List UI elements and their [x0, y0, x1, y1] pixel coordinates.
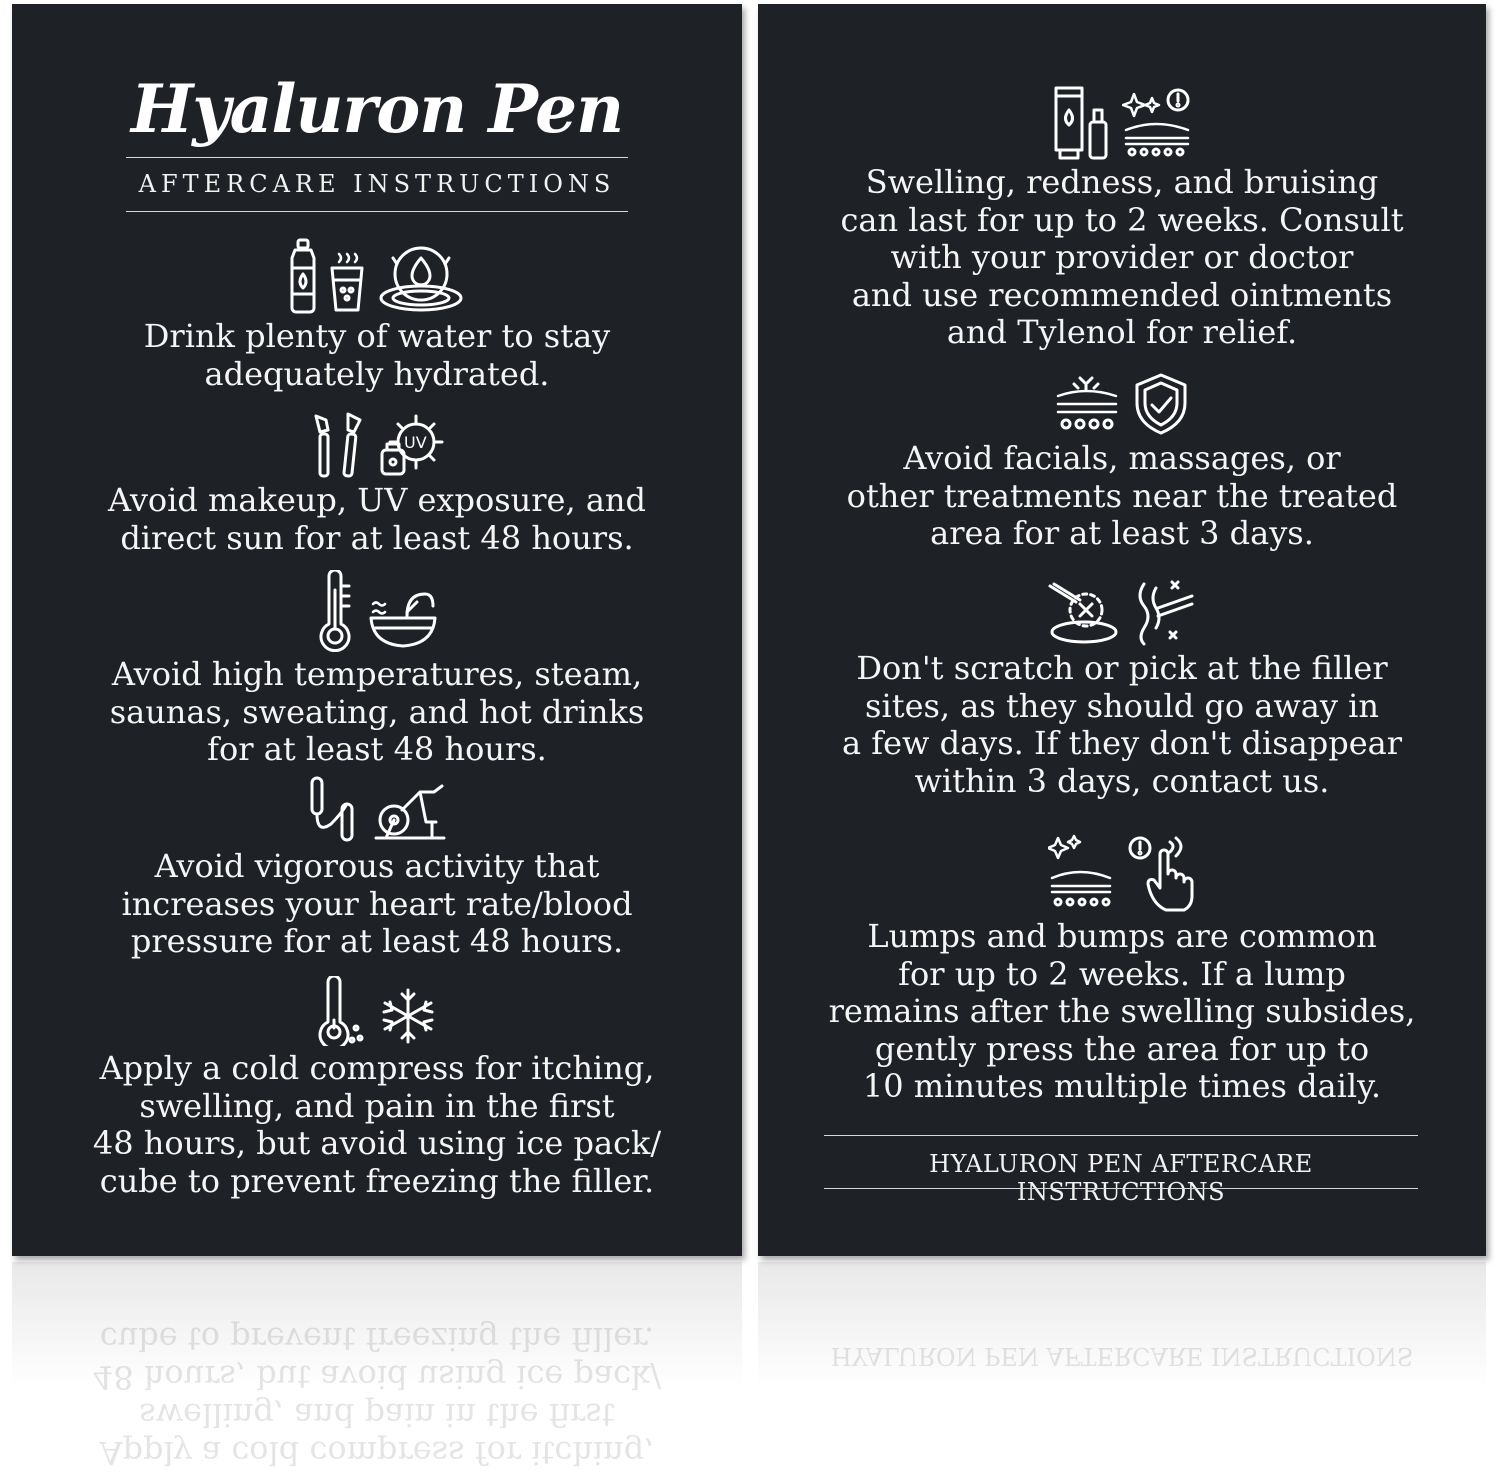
title-divider — [126, 157, 628, 158]
instruction-text: Don't scratch or pick at the filler sites, as they should go away in a few days. If they don't disappear within 3 days, contact us. — [842, 649, 1402, 800]
no-tweezers-icon — [1046, 582, 1122, 646]
instruction-item-makeup — [12, 410, 742, 557]
reflection-text: HYALURON PEN AFTERCARE INSTRUCTIONS — [830, 1342, 1414, 1370]
cold-thermometer-icon — [316, 976, 366, 1046]
instruction-text: Swelling, redness, and bruising can last for up to 2 weeks. Consult with your provider or doctor and use recommended ointments and Tylenol for relief. — [840, 163, 1404, 351]
card-reflection-right — [758, 1262, 1486, 1442]
footer-bottom-divider — [824, 1188, 1418, 1189]
skin-warning-icon — [1122, 86, 1192, 160]
instruction-text: Drink plenty of water to stay adequately hydrated. — [143, 317, 611, 393]
aftercare-card-front — [12, 4, 742, 1256]
card-reflection-left — [12, 1262, 742, 1472]
svg-text:UV: UV — [404, 433, 427, 452]
instruction-item-swelling — [758, 86, 1486, 352]
makeup-brush-icon — [310, 410, 366, 478]
instruction-item-treatments — [758, 372, 1486, 553]
shield-check-icon — [1132, 372, 1190, 436]
card-title: Hyaluron Pen — [130, 70, 624, 148]
instruction-text: Apply a cold compress for itching, swelling, and pain in the first 48 hours, but avoid using ice pack/ cube to prevent freezing the filler. — [92, 1049, 662, 1200]
instruction-text: Avoid high temperatures, steam, saunas, sweating, and hot drinks for at least 48 hours. — [109, 655, 645, 768]
instruction-item-hydration — [12, 238, 742, 393]
instruction-item-heat — [12, 570, 742, 769]
instruction-text: Lumps and bumps are common for up to 2 weeks. If a lump remains after the swelling subsides, gently press the area for up to 10 minutes multiple times daily. — [828, 917, 1416, 1105]
instruction-item-activity — [12, 774, 742, 961]
thermometer-icon — [315, 570, 355, 652]
snowflake-icon — [378, 986, 438, 1046]
jump-rope-icon — [306, 774, 360, 844]
no-scratch-icon — [1134, 578, 1198, 646]
hydration-drop-icon — [377, 244, 465, 314]
footer-top-divider — [824, 1135, 1418, 1136]
aftercare-card-back — [758, 4, 1486, 1256]
skin-layer-icon — [1054, 374, 1120, 436]
card-footer: HYALURON PEN AFTERCARE INSTRUCTIONS — [929, 1150, 1313, 1206]
ointment-icon — [1052, 86, 1110, 160]
instruction-item-lumps — [758, 834, 1486, 1106]
instruction-text: Avoid vigorous activity that increases your heart rate/blood pressure for at least 48 hours. — [121, 847, 633, 960]
hot-tub-icon — [367, 588, 439, 652]
exercise-bike-icon — [372, 780, 448, 844]
skin-sparkle-icon — [1048, 834, 1114, 914]
glass-icon — [329, 252, 365, 314]
instruction-text: Avoid makeup, UV exposure, and direct sun for at least 48 hours. — [108, 481, 646, 557]
water-bottle-icon — [289, 238, 317, 314]
instruction-text: Avoid facials, massages, or other treatments near the treated area for at least 3 days. — [846, 439, 1398, 552]
uv-sun-icon — [378, 412, 444, 478]
instruction-item-scratch — [758, 578, 1486, 800]
subtitle-divider — [126, 211, 628, 212]
card-subtitle: AFTERCARE INSTRUCTIONS — [138, 170, 616, 198]
reflection-text: Apply a cold compress for itching, swelling, and pain in the first 48 hours, but avoid using ice pack/ cube to prevent freezing the filler. — [92, 1320, 662, 1472]
press-hand-icon — [1126, 834, 1196, 914]
instruction-item-cold — [12, 976, 742, 1200]
